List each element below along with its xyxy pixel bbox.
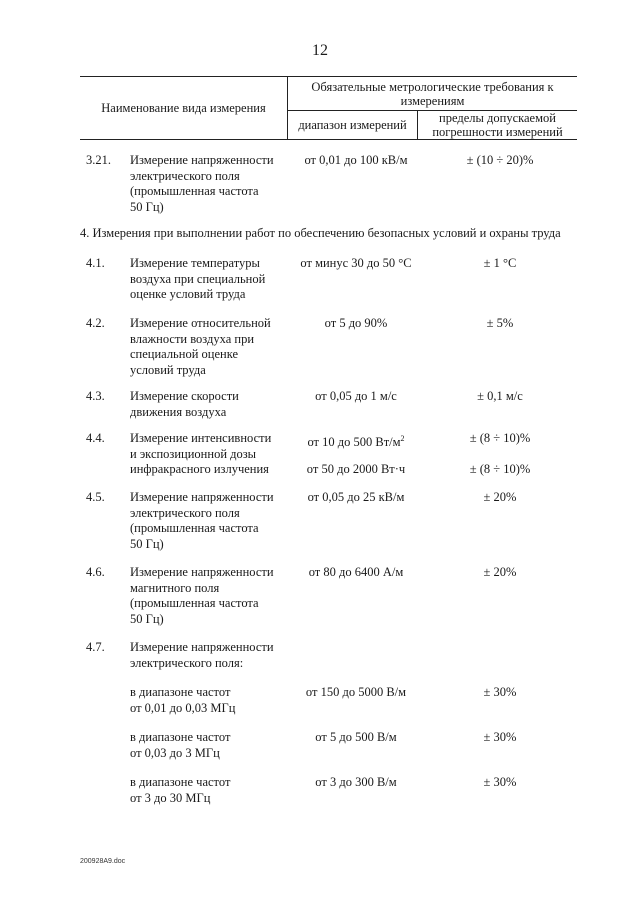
row-measurement-name: Измерение скорости движения воздуха <box>130 389 239 419</box>
footer-filename: 200928A9.doc <box>80 858 126 865</box>
row-measurement-name: Измерение температуры воздуха при специальной оценке условий труда <box>130 256 266 301</box>
row-range: от минус 30 до 50 °C <box>300 256 412 270</box>
row-measurement-name: Измерение относительной влажности воздуха при специальной оценке условий труда <box>130 316 271 377</box>
row-range: от 0,01 до 100 кВ/м <box>304 153 408 167</box>
row-number: 3.21. <box>86 153 111 167</box>
row-error: ± 5% <box>486 316 514 330</box>
row-number: 4.5. <box>86 490 105 504</box>
row-measurement-name: Измерение напряженности электрического поля (промышленная частота 50 Гц) <box>130 153 274 214</box>
row-number: 4.6. <box>86 565 105 579</box>
row-measurement-name: Измерение напряженности магнитного поля (промышленная частота 50 Гц) <box>130 565 274 626</box>
row-range: от 0,05 до 25 кВ/м <box>307 490 405 504</box>
header-requirements: Обязательные метрологические требования к измерениям <box>311 80 554 108</box>
row-error: ± 20% <box>483 565 517 579</box>
header-error-limits: пределы допускаемой погрешности измерений <box>432 111 563 139</box>
row-measurement-name: в диапазоне частот от 0,01 до 0,03 МГц <box>130 685 236 715</box>
row-range-1 <box>290 431 422 451</box>
section-4-title: 4. Измерения при выполнении работ по обеспечению безопасных условий и охраны труда <box>80 226 561 240</box>
row-range: от 5 до 90% <box>324 316 388 330</box>
row-measurement-name: Измерение напряженности электрического поля: <box>130 640 274 670</box>
row-range: от 80 до 6400 А/м <box>308 565 404 579</box>
row-range: от 5 до 500 В/м <box>315 730 397 744</box>
row-range: от 0,05 до 1 м/с <box>315 389 397 403</box>
row-error: ± 0,1 м/с <box>477 389 523 403</box>
row-range-1-superscript: 2 <box>400 434 405 443</box>
row-error: ± 1 °C <box>483 256 517 270</box>
row-error-2: ± (8 ÷ 10)% <box>469 462 531 476</box>
row-number: 4.7. <box>86 640 105 654</box>
row-measurement-name: Измерение интенсивности и экспозиционной дозы инфракрасного излучения <box>130 431 272 476</box>
header-measurement-name: Наименование вида измерения <box>101 101 266 115</box>
table-header <box>80 76 577 140</box>
row-error-1: ± (8 ÷ 10)% <box>469 431 531 445</box>
row-number: 4.2. <box>86 316 105 330</box>
row-number: 4.1. <box>86 256 105 270</box>
row-measurement-name: в диапазоне частот от 0,03 до 3 МГц <box>130 730 231 760</box>
row-range: от 150 до 5000 В/м <box>305 685 407 699</box>
row-error: ± 30% <box>483 775 517 789</box>
row-number: 4.4. <box>86 431 105 445</box>
row-measurement-name: Измерение напряженности электрического поля (промышленная частота 50 Гц) <box>130 490 274 551</box>
row-error: ± 30% <box>483 730 517 744</box>
row-range: от 3 до 300 В/м <box>315 775 397 789</box>
page-number: 12 <box>312 42 328 59</box>
row-measurement-name: в диапазоне частот от 3 до 30 МГц <box>130 775 231 805</box>
row-range-2: от 50 до 2000 Вт·ч <box>306 462 406 476</box>
row-error: ± 20% <box>483 490 517 504</box>
row-number: 4.3. <box>86 389 105 403</box>
header-measurement-range: диапазон измерений <box>298 118 407 132</box>
row-error: ± 30% <box>483 685 517 699</box>
row-error: ± (10 ÷ 20)% <box>466 153 534 167</box>
row-range-1-text: от 10 до 500 Вт/м <box>307 435 401 450</box>
